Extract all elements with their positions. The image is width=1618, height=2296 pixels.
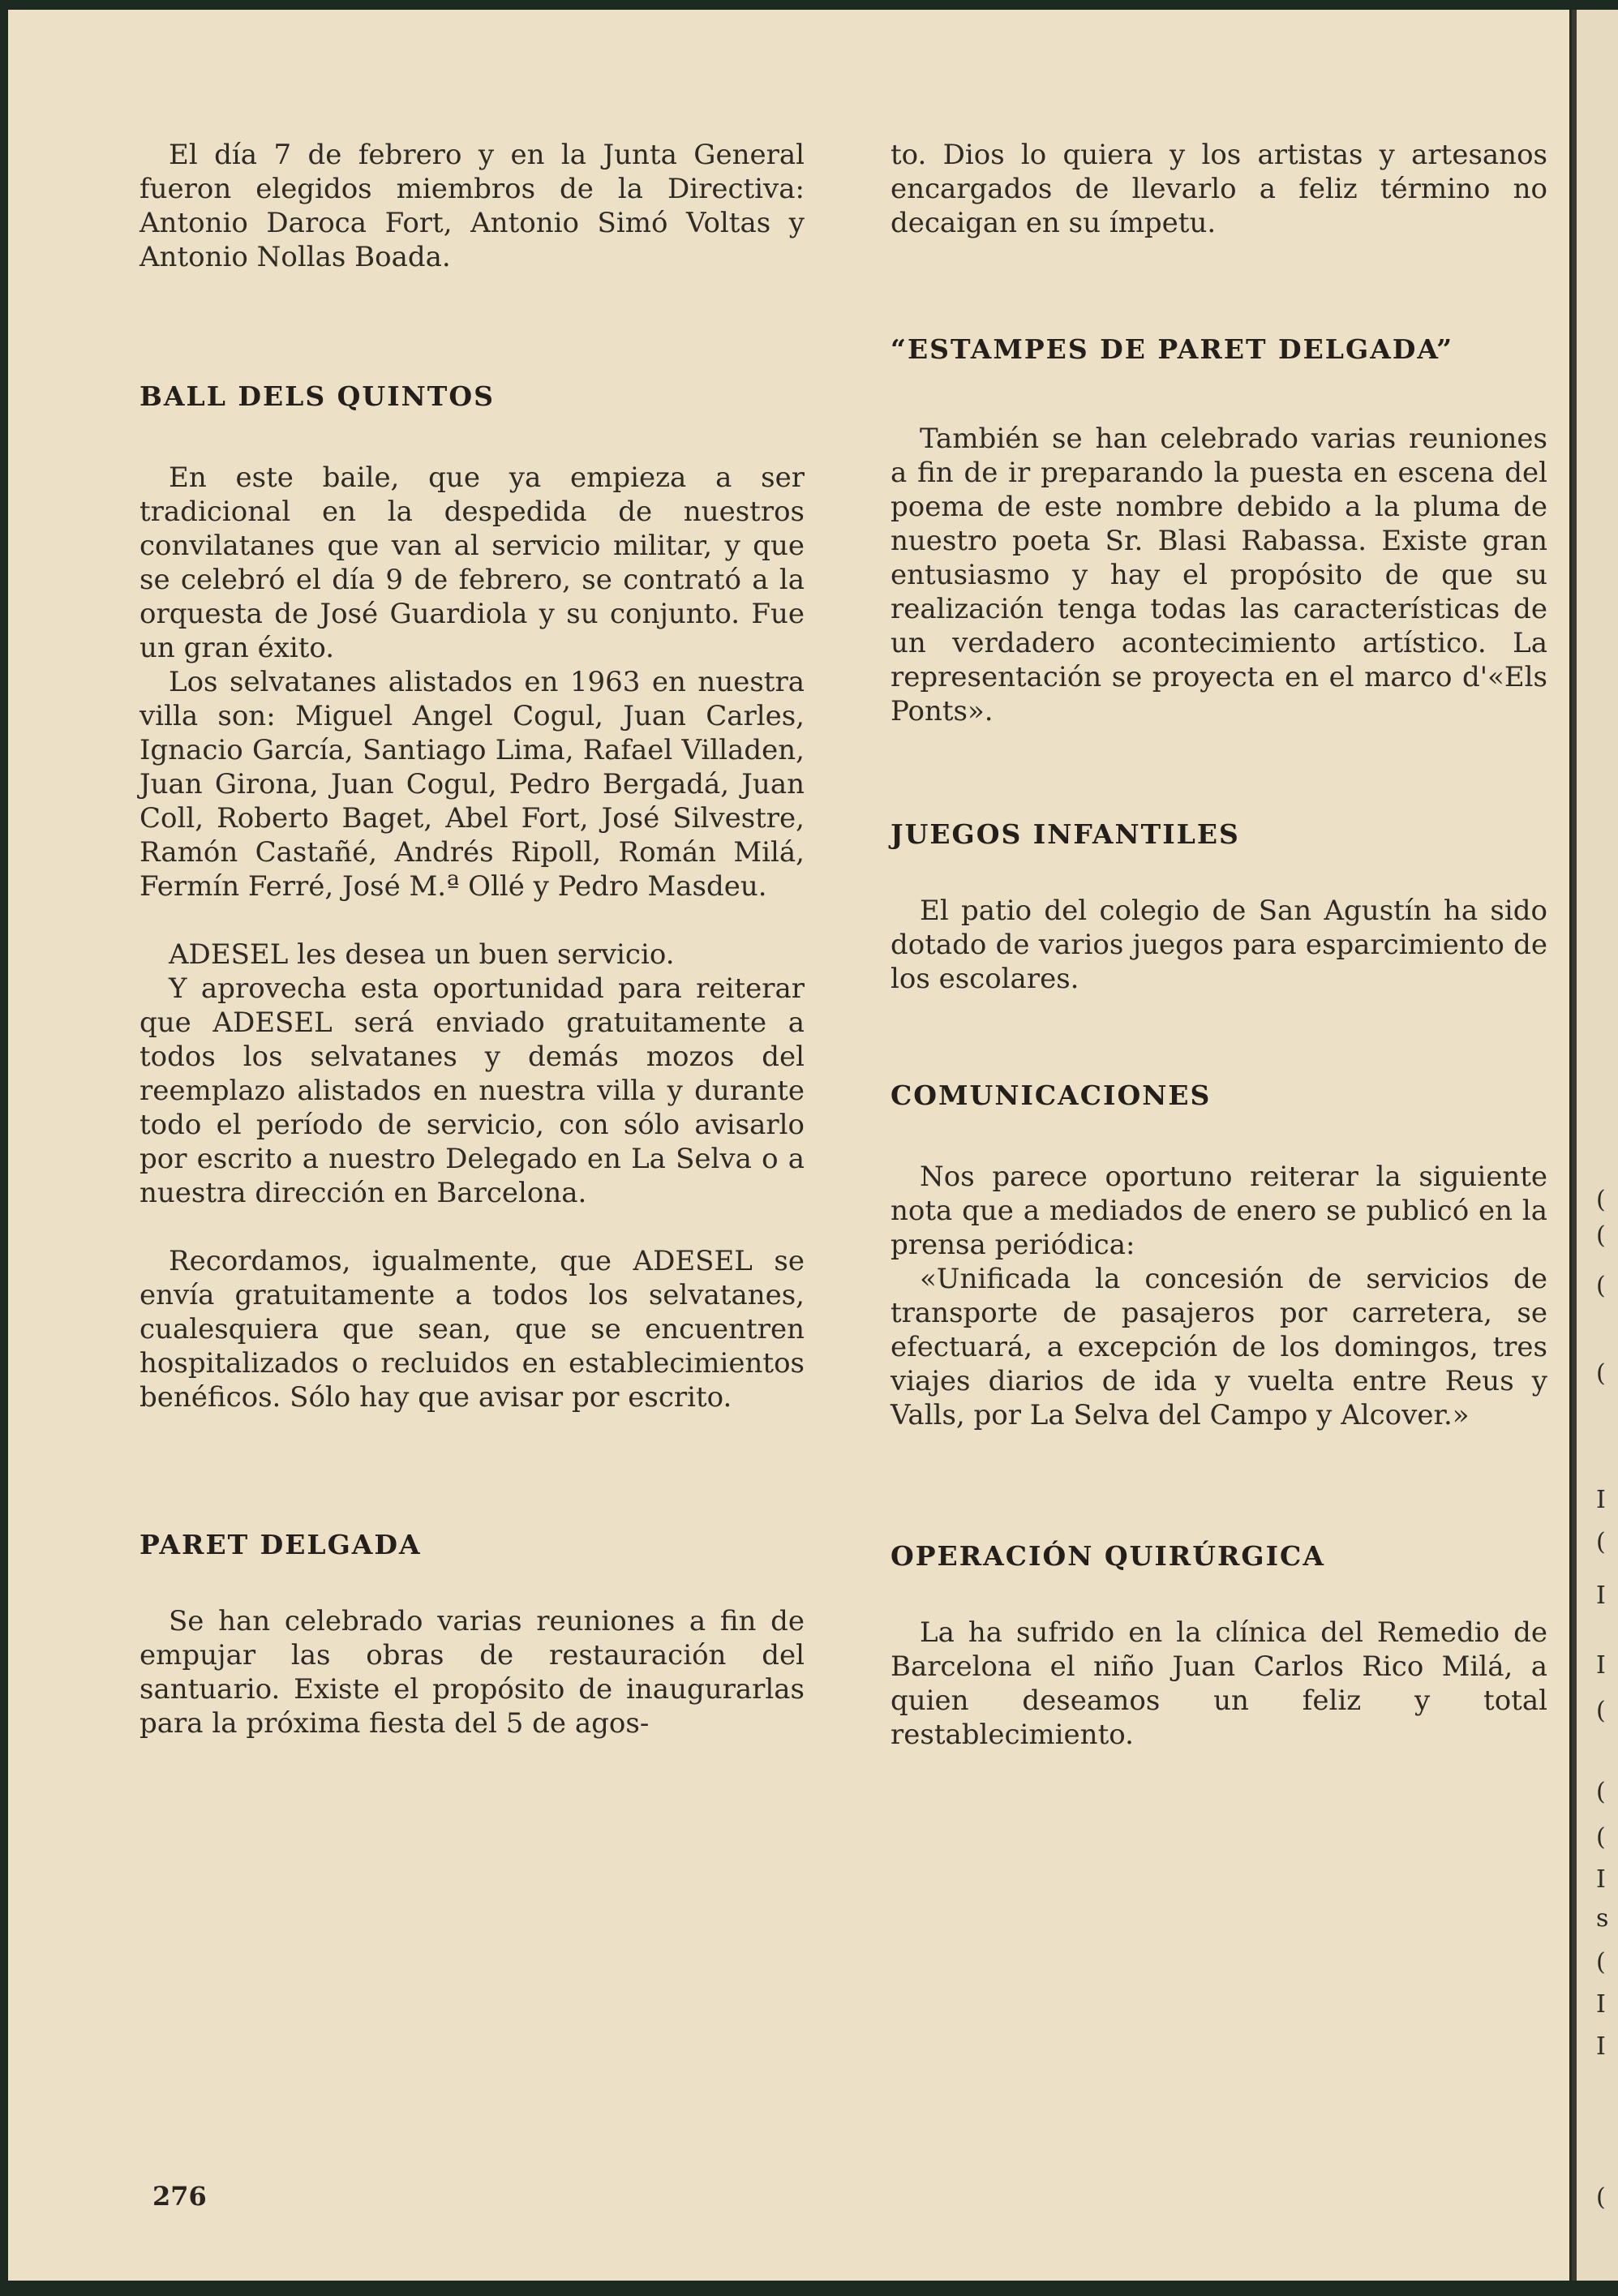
- heading-estampes: “ESTAMPES DE PARET DELGADA”: [891, 333, 1454, 365]
- right-paragraph-continuation: to. Dios lo quiera y los artistas y artesanos encargados de llevarlo a feliz término no decaigan en su ímpetu.: [891, 139, 1547, 239]
- page-number: 276: [152, 2181, 207, 2212]
- heading-operacion-quirurgica: OPERACIÓN QUIRÚRGICA: [891, 1540, 1325, 1572]
- edge-mark: I: [1596, 1651, 1606, 1680]
- edge-mark: (: [1596, 1272, 1606, 1300]
- left-paragraph-directiva: El día 7 de febrero y en la Junta General fueron elegidos miembros de la Directiva: Antonio Daroca Fort, Antonio Simó Voltas y Antonio Nollas Boada.: [139, 139, 805, 273]
- edge-mark: (: [1596, 1948, 1606, 1976]
- right-paragraph-nota: Nos parece oportuno reiterar la siguiente nota que a mediados de enero se publicó en la prensa periódica:: [891, 1161, 1547, 1261]
- heading-paret-delgada: PARET DELGADA: [139, 1529, 422, 1560]
- magazine-page: [8, 10, 1569, 2281]
- edge-mark: (: [1596, 1359, 1606, 1388]
- right-paragraph-juegos: El patio del colegio de San Agustín ha sido dotado de varios juegos para esparcimiento de los escolares.: [891, 895, 1547, 995]
- right-paragraph-estampes: También se han celebrado varias reuniones a fin de ir preparando la puesta en escena del poema de este nombre debido a la pluma de nuestro poeta Sr. Blasi Rabassa. Existe gran entusiasmo y hay el propósito de que su realización tenga todas las características de un verdadero acontecimiento artístico. La representación se proyecta en el marco d'«Els Ponts».: [891, 423, 1547, 727]
- right-paragraph-operacion: La ha sufrido en la clínica del Remedio de Barcelona el niño Juan Carlos Rico Milá, a quien deseamos un feliz y total restablecimiento.: [891, 1616, 1547, 1751]
- edge-mark: (: [1596, 1823, 1606, 1852]
- edge-mark: (: [1596, 1186, 1606, 1214]
- left-paragraph-aprovecha: Y aprovecha esta oportunidad para reiterar que ADESEL será enviado gratuitamente a todos los selvatanes y demás mozos del reemplazo alistados en nuestra villa y durante todo el período de servicio, con sólo avisarlo por escrito a nuestro Delegado en La Selva o a nuestra dirección en Barcelona.: [139, 972, 805, 1209]
- edge-mark: (: [1596, 1528, 1606, 1556]
- heading-ball-dels-quintos: BALL DELS QUINTOS: [139, 380, 495, 412]
- page-gutter-shadow: [1572, 10, 1577, 2281]
- left-paragraph-desea: ADESEL les desea un buen servicio.: [169, 938, 675, 971]
- edge-mark: I: [1596, 1865, 1606, 1894]
- left-paragraph-alistados: Los selvatanes alistados en 1963 en nuestra villa son: Miguel Angel Cogul, Juan Carles, Ignacio García, Santiago Lima, Rafael Villaden, Juan Girona, Juan Cogul, Pedro Bergadá, Juan Coll, Roberto Baget, Abel Fort, José Silvestre, Ramón Castañé, Andrés Ripoll, Román Milá, Fermín Ferré, José M.ª Ollé y Pedro Masdeu.: [139, 666, 805, 903]
- edge-mark: I: [1596, 2032, 1606, 2061]
- edge-mark: s: [1596, 1904, 1609, 1933]
- edge-mark: I: [1596, 1581, 1606, 1610]
- left-paragraph-recordamos: Recordamos, igualmente, que ADESEL se envía gratuitamente a todos los selvatanes, cualesquiera que sean, que se encuentren hospitalizados o recluidos en establecimientos benéficos. Sólo hay que avisar por escrito.: [139, 1245, 805, 1414]
- edge-mark: (: [1596, 1778, 1606, 1806]
- heading-juegos-infantiles: JUEGOS INFANTILES: [891, 818, 1240, 850]
- edge-mark: I: [1596, 1990, 1606, 2019]
- adjacent-page-edge: [1572, 10, 1618, 2281]
- edge-mark: (: [1596, 1221, 1606, 1250]
- left-paragraph-reuniones: Se han celebrado varias reuniones a fin de empujar las obras de restauración del santuario. Existe el propósito de inaugurarlas para la próxima fiesta del 5 de agos-: [139, 1605, 805, 1740]
- edge-mark: I: [1596, 1486, 1606, 1514]
- left-paragraph-baile: En este baile, que ya empieza a ser tradicional en la despedida de nuestros convilatanes que van al servicio militar, y que se celebró el día 9 de febrero, se contrató a la orquesta de José Guardiola y su conjunto. Fue un gran éxito.: [139, 461, 805, 664]
- edge-mark: (: [1596, 2183, 1606, 2212]
- edge-mark: (: [1596, 1697, 1606, 1725]
- heading-comunicaciones: COMUNICACIONES: [891, 1079, 1212, 1111]
- right-paragraph-transporte: «Unificada la concesión de servicios de transporte de pasajeros por carretera, se efectuará, a excepción de los domingos, tres viajes diarios de ida y vuelta entre Reus y Valls, por La Selva del Campo y Alcover.»: [891, 1263, 1547, 1431]
